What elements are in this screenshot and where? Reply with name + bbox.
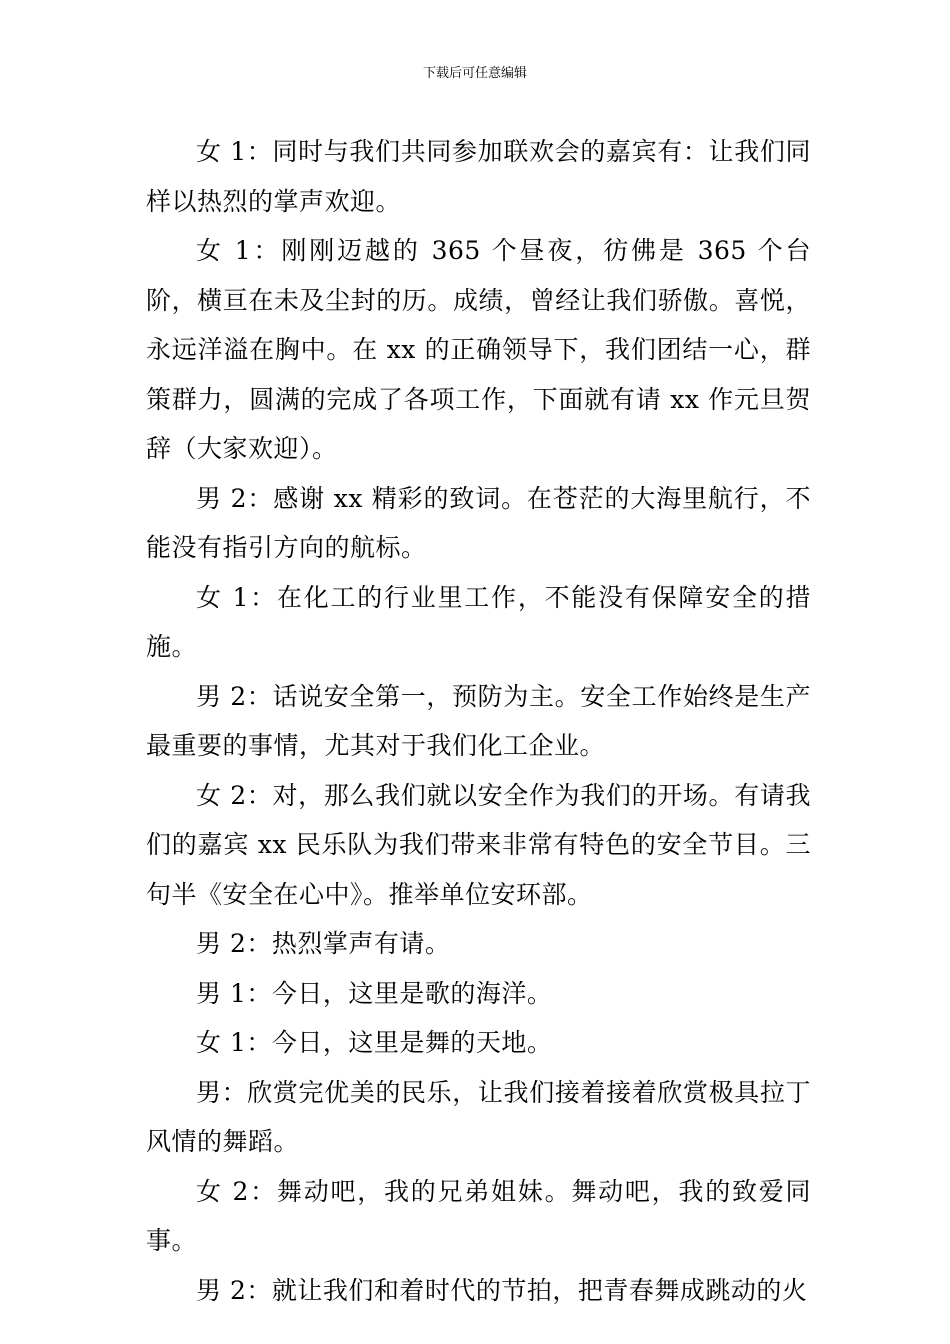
paragraph-10: 男：欣赏完优美的民乐，让我们接着接着欣赏极具拉丁风情的舞蹈。 (146, 1077, 811, 1156)
paragraph-8: 男 1：今日，这里是歌的海洋。 (196, 978, 553, 1008)
paragraph-12: 男 2：就让我们和着时代的节拍，把青春舞成跳动的火 (196, 1275, 808, 1305)
paragraph-7: 男 2：热烈掌声有请。 (196, 929, 451, 958)
paragraph-5: 男 2：话说安全第一，预防为主。安全工作始终是生产最重要的事情，尤其对于我们化工企业。 (146, 681, 811, 760)
paragraph-9: 女 1：今日，这里是舞的天地。 (196, 1028, 553, 1057)
paragraph-11: 女 2：舞动吧，我的兄弟姐妹。舞动吧，我的致爱同事。 (146, 1176, 811, 1255)
page-header: 下载后可任意编辑 (422, 66, 527, 81)
document-body (146, 127, 811, 1315)
paragraph-6: 女 2：对，那么我们就以安全作为我们的开场。有请我们的嘉宾 xx 民乐队为我们带来非常有特色的安全节目。三句半《安全在心中》。推举单位安环部。 (146, 780, 811, 909)
paragraph-1: 女 1：同时与我们共同参加联欢会的嘉宾有：让我们同样以热烈的掌声欢迎。 (146, 137, 811, 216)
paragraph-3: 男 2：感谢 xx 精彩的致词。在苍茫的大海里航行，不能没有指引方向的航标。 (146, 483, 811, 562)
paragraph-2: 女 1：刚刚迈越的 365 个昼夜，彷佛是 365 个台阶，横亘在未及尘封的历。成绩，曾经让我们骄傲。喜悦，永远洋溢在胸中。在 xx 的正确领导下，我们团结一心，群策群力，圆满的完成了各项工作，下面就有请 xx 作元旦贺辞（大家欢迎）。 (146, 236, 811, 463)
paragraph-4: 女 1：在化工的行业里工作，不能没有保障安全的措施。 (146, 582, 811, 661)
